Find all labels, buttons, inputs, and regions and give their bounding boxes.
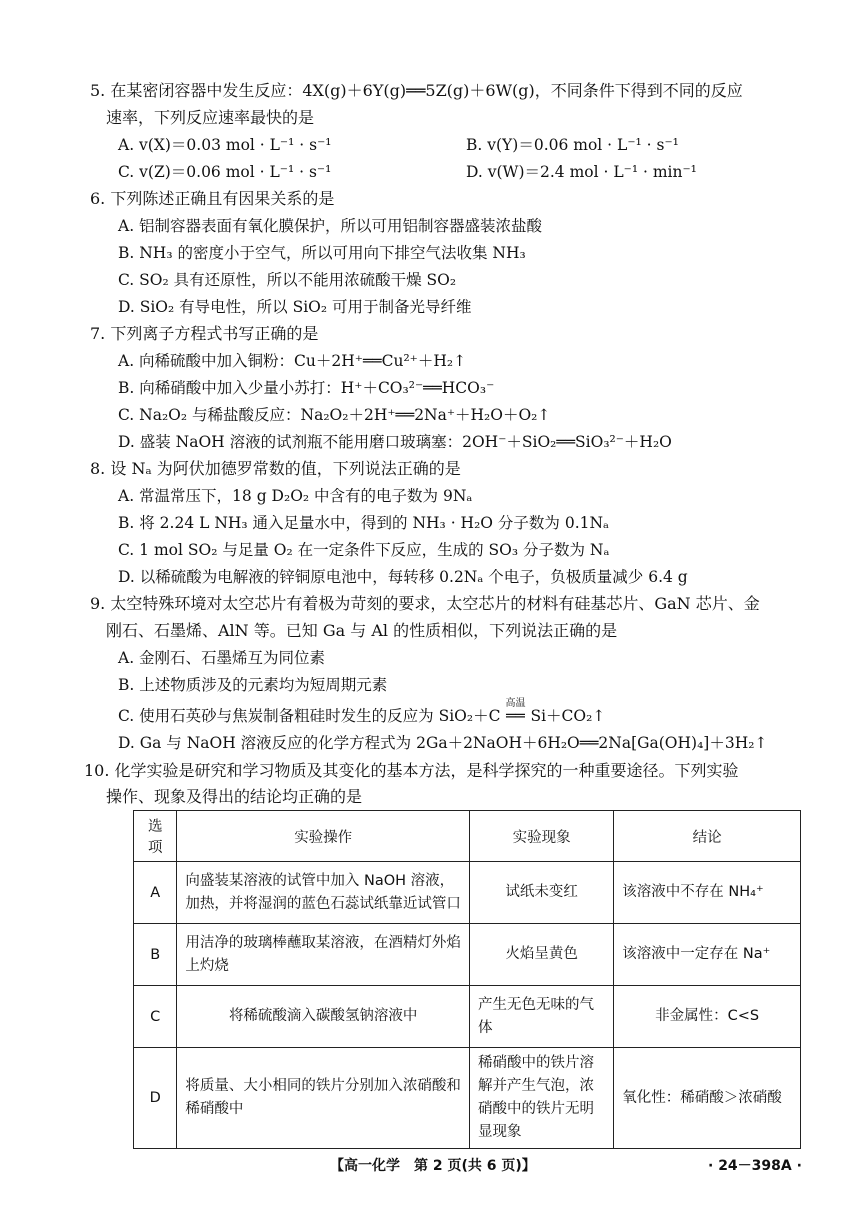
header-operation: 实验操作 [177, 811, 470, 862]
q9-option-c [118, 698, 606, 727]
row-operation: 将稀硫酸滴入碳酸氢钠溶液中 [177, 986, 470, 1048]
q8-option-b: B. 将 2.24 L NH₃ 通入足量水中，得到的 NH₃ · H₂O 分子数为 0.1Nₐ [118, 514, 610, 532]
header-phenomenon: 实验现象 [470, 811, 614, 862]
table-row [134, 1048, 801, 1149]
q6-option-a: A. 铝制容器表面有氧化膜保护，所以可用铝制容器盛装浓盐酸 [118, 217, 543, 235]
header-option: 选项 [134, 811, 177, 862]
q7-option-d: D. 盛装 NaOH 溶液的试剂瓶不能用磨口玻璃塞：2OH⁻＋SiO₂══SiO₃²⁻＋H₂O [118, 433, 672, 451]
q9-stem-line1: 9. 太空特殊环境对太空芯片有着极为苛刻的要求，太空芯片的材料有硅基芯片、GaN 芯片、金 [90, 594, 760, 613]
row-conclusion: 非金属性：C<S [614, 986, 801, 1048]
q8-option-c: C. 1 mol SO₂ 与足量 O₂ 在一定条件下反应，生成的 SO₃ 分子数为 Nₐ [118, 541, 610, 559]
reaction-arrow: 高温 ══ [500, 705, 530, 727]
experiment-table [133, 810, 801, 1149]
q7-stem: 7. 下列离子方程式书写正确的是 [90, 324, 319, 343]
q5-option-b: B. v(Y)＝0.06 mol · L⁻¹ · s⁻¹ [466, 136, 679, 154]
q7-option-b: B. 向稀硝酸中加入少量小苏打：H⁺＋CO₃²⁻══HCO₃⁻ [118, 379, 495, 397]
row-conclusion: 该溶液中一定存在 Na⁺ [614, 924, 801, 986]
q9-option-a: A. 金刚石、石墨烯互为同位素 [118, 649, 326, 667]
table-row [134, 986, 801, 1048]
table-row [134, 862, 801, 924]
header-conclusion: 结论 [614, 811, 801, 862]
q9-option-d: D. Ga 与 NaOH 溶液反应的化学方程式为 2Ga＋2NaOH＋6H₂O══2Na[Ga(OH)₄]＋3H₂↑ [118, 734, 768, 752]
table-row [134, 924, 801, 986]
q5-option-d: D. v(W)＝2.4 mol · L⁻¹ · min⁻¹ [466, 163, 697, 181]
table-header-row [134, 811, 801, 862]
row-conclusion: 氧化性：稀硝酸＞浓硝酸 [614, 1048, 801, 1149]
q8-option-d: D. 以稀硫酸为电解液的锌铜原电池中，每转移 0.2Nₐ 个电子，负极质量减少 6.4 g [118, 568, 688, 586]
q6-option-c: C. SO₂ 具有还原性，所以不能用浓硫酸干燥 SO₂ [118, 271, 457, 289]
footer-page-info: 【高一化学 第 2 页(共 6 页)】 [330, 1158, 536, 1174]
q6-stem: 6. 下列陈述正确且有因果关系的是 [90, 189, 335, 208]
q5-stem-line2: 速率，下列反应速率最快的是 [106, 108, 315, 127]
row-key: D [134, 1048, 177, 1149]
q9-stem-line2: 刚石、石墨烯、AlN 等。已知 Ga 与 Al 的性质相似，下列说法正确的是 [106, 621, 618, 640]
q6-option-d: D. SiO₂ 有导电性，所以 SiO₂ 可用于制备光导纤维 [118, 298, 472, 316]
q10-stem-line2: 操作、现象及得出的结论均正确的是 [106, 787, 363, 806]
row-key: B [134, 924, 177, 986]
q9-option-c-right: Si＋CO₂↑ [530, 707, 606, 725]
q8-stem: 8. 设 Nₐ 为阿伏加德罗常数的值，下列说法正确的是 [90, 459, 461, 478]
q5-option-a: A. v(X)＝0.03 mol · L⁻¹ · s⁻¹ [118, 136, 332, 154]
footer-code: · 24－398A · [708, 1158, 802, 1174]
q7-option-c: C. Na₂O₂ 与稀盐酸反应：Na₂O₂＋2H⁺══2Na⁺＋H₂O＋O₂↑ [118, 406, 551, 424]
q9-option-b: B. 上述物质涉及的元素均为短周期元素 [118, 676, 388, 694]
q9-option-c-left: C. 使用石英砂与焦炭制备粗硅时发生的反应为 SiO₂＋C [118, 707, 501, 725]
q5-stem-line1: 5. 在某密闭容器中发生反应：4X(g)＋6Y(g)══5Z(g)＋6W(g)，不同条件下得到不同的反应 [90, 81, 743, 100]
q10-stem-line1: 10. 化学实验是研究和学习物质及其变化的基本方法，是科学探究的一种重要途径。下列实验 [84, 761, 739, 780]
reaction-condition: 高温 [505, 698, 526, 709]
row-operation: 向盛装某溶液的试管中加入 NaOH 溶液，加热，并将湿润的蓝色石蕊试纸靠近试管口 [177, 862, 470, 924]
q6-option-b: B. NH₃ 的密度小于空气，所以可用向下排空气法收集 NH₃ [118, 244, 526, 262]
q8-option-a: A. 常温常压下，18 g D₂O₂ 中含有的电子数为 9Nₐ [118, 487, 473, 505]
row-operation: 用洁净的玻璃棒蘸取某溶液，在酒精灯外焰上灼烧 [177, 924, 470, 986]
row-conclusion: 该溶液中不存在 NH₄⁺ [614, 862, 801, 924]
row-phenomenon: 试纸未变红 [470, 862, 614, 924]
row-phenomenon: 火焰呈黄色 [470, 924, 614, 986]
q7-option-a: A. 向稀硫酸中加入铜粉：Cu＋2H⁺══Cu²⁺＋H₂↑ [118, 352, 467, 370]
row-key: A [134, 862, 177, 924]
row-key: C [134, 986, 177, 1048]
row-phenomenon: 产生无色无味的气体 [470, 986, 614, 1048]
q5-option-c: C. v(Z)＝0.06 mol · L⁻¹ · s⁻¹ [118, 163, 332, 181]
row-operation: 将质量、大小相同的铁片分别加入浓硝酸和稀硝酸中 [177, 1048, 470, 1149]
row-phenomenon: 稀硝酸中的铁片溶解并产生气泡，浓硝酸中的铁片无明显现象 [470, 1048, 614, 1149]
